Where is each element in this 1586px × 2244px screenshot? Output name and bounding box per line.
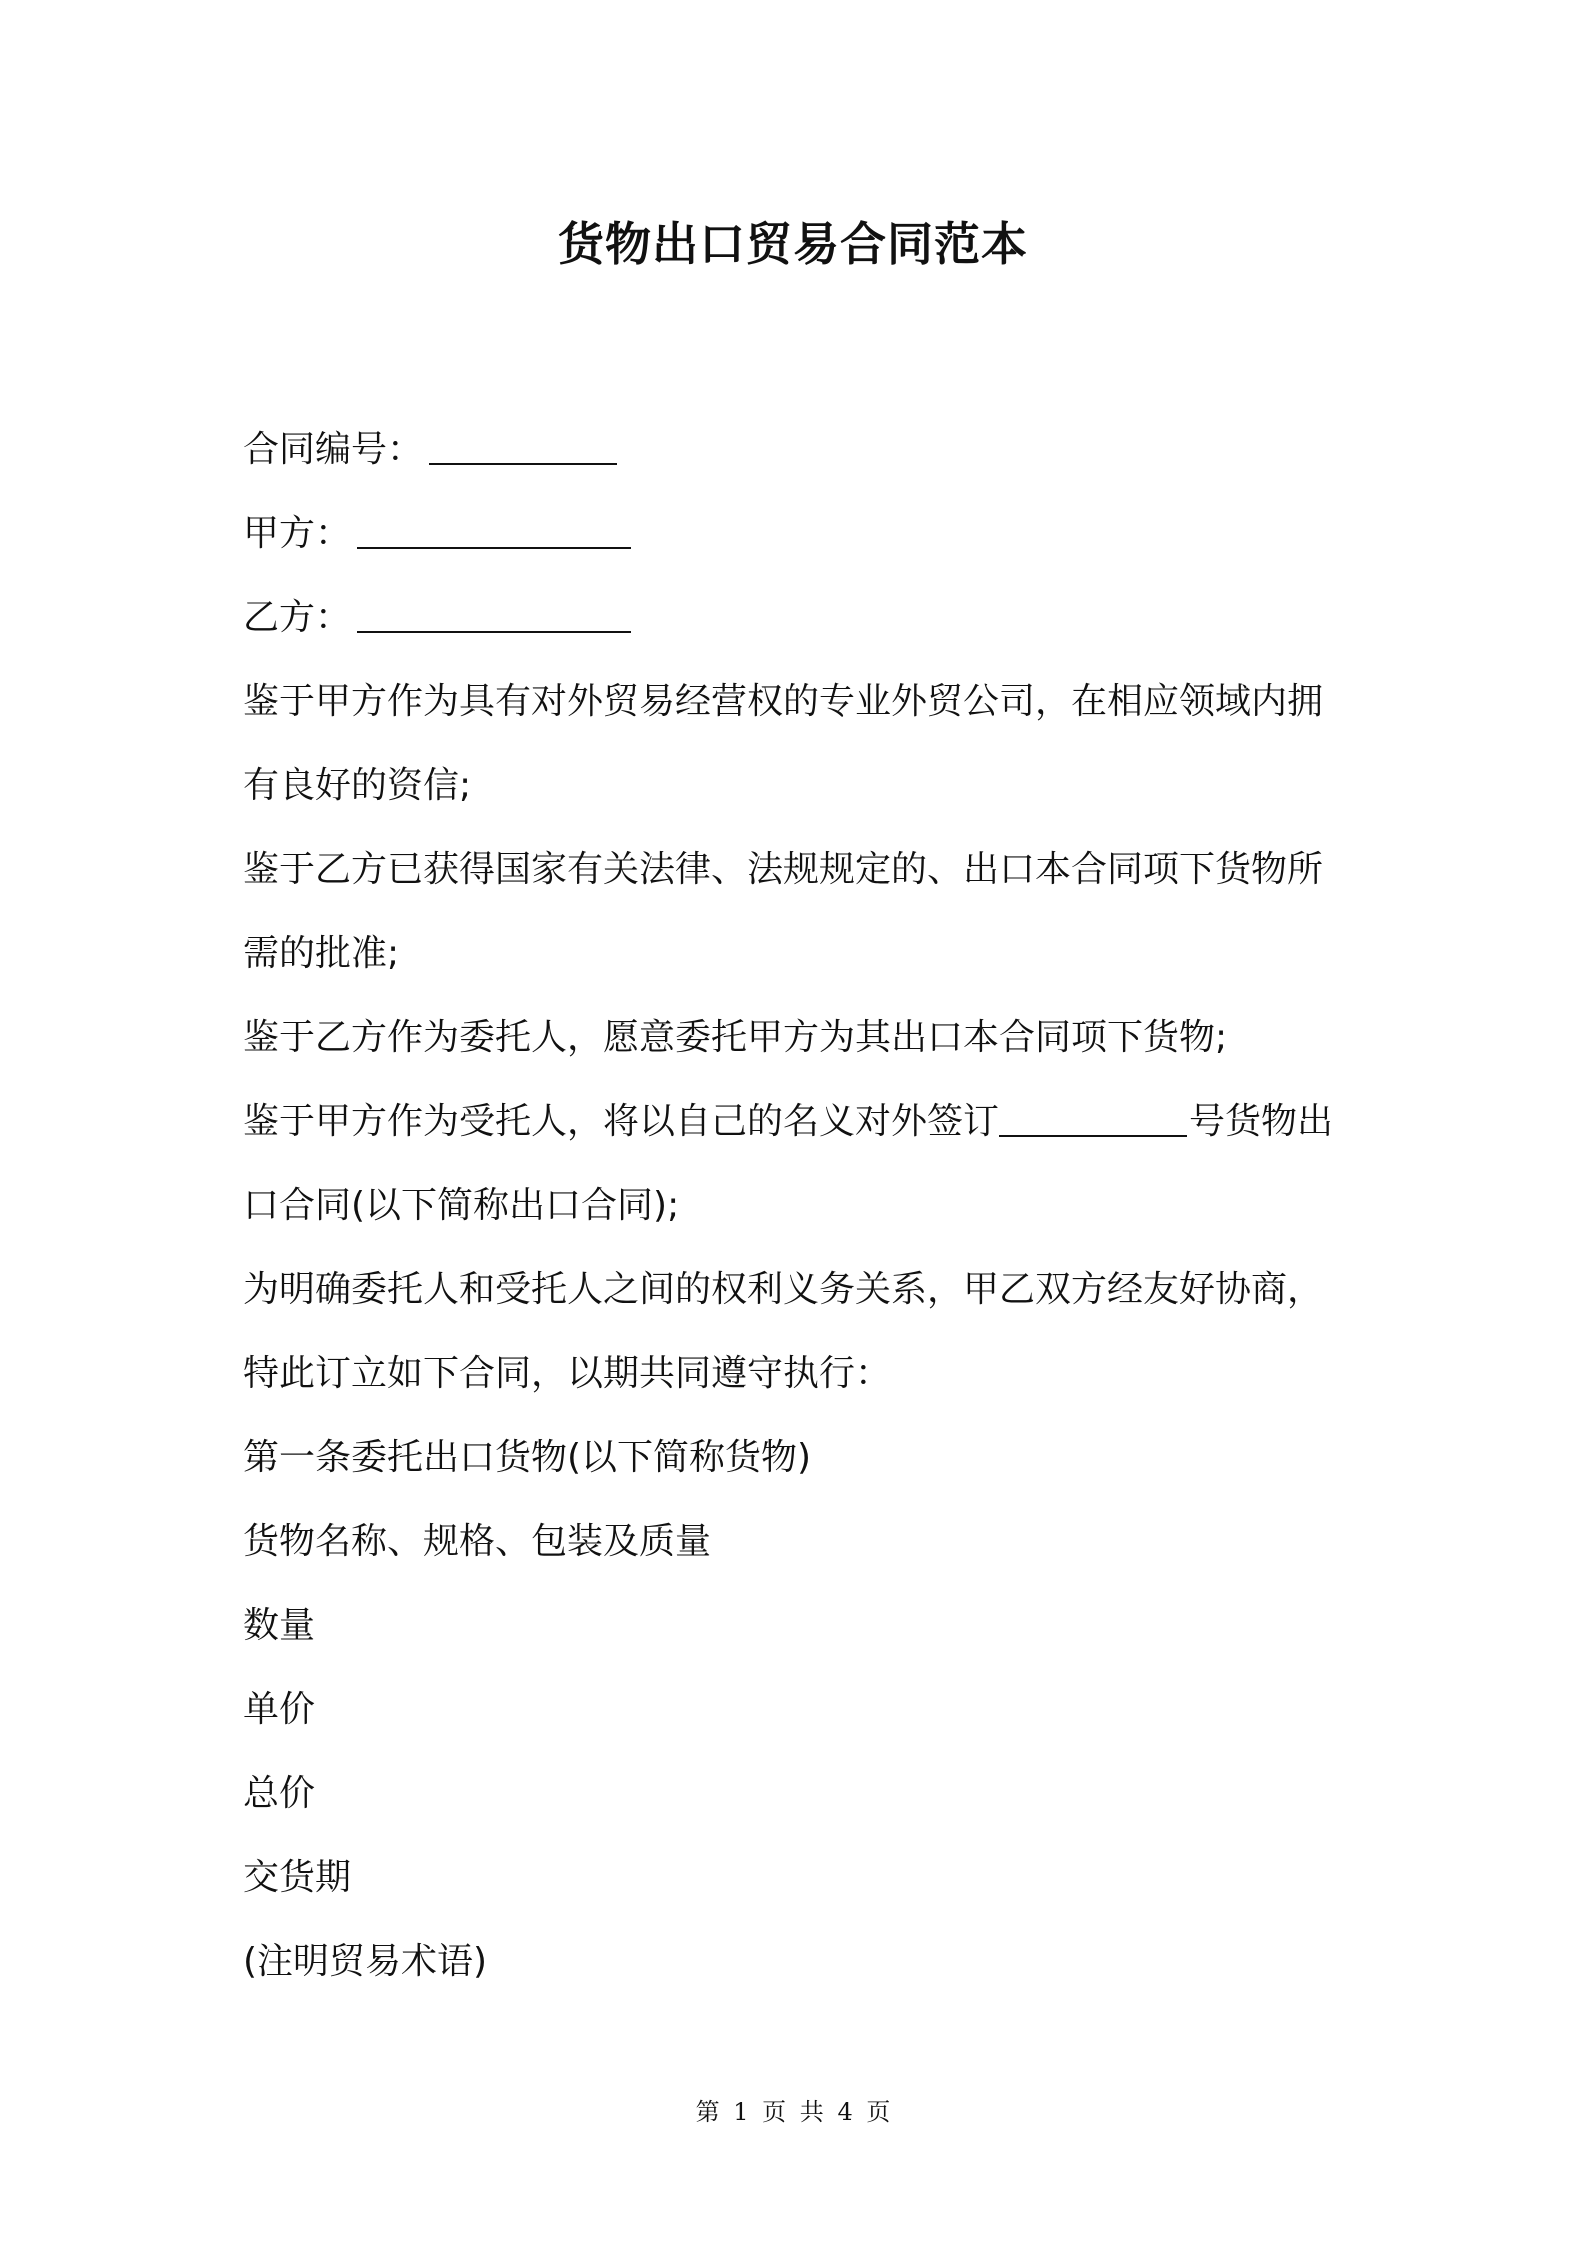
contract-ref-blank: [999, 1099, 1187, 1137]
paragraph-1-line-1: 鉴于甲方作为具有对外贸易经营权的专业外贸公司，在相应领域内拥: [243, 681, 1324, 722]
paragraph-4-line-1: [243, 1080, 1358, 1164]
party-b-line: [243, 576, 1358, 660]
party-a-line: [243, 492, 1358, 576]
paragraph-4-line-2: 口合同(以下简称出口合同);: [243, 1185, 680, 1226]
article-1-item: (注明贸易术语): [243, 1941, 488, 1982]
article-1-item: 货物名称、规格、包装及质量: [243, 1521, 712, 1562]
paragraph-2-line-2: 需的批准;: [243, 933, 400, 974]
party-b-label: 乙方：: [243, 597, 352, 638]
contract-number-label: 合同编号：: [243, 429, 424, 470]
paragraph-1-line-2: 有良好的资信;: [243, 765, 472, 806]
party-a-label: 甲方：: [243, 513, 352, 554]
party-a-blank: [357, 511, 631, 549]
contract-number-line: [243, 408, 1358, 492]
paragraph-4-text-after: 号货物出: [1189, 1101, 1334, 1142]
paragraph-3-line-1: 鉴于乙方作为委托人，愿意委托甲方为其出口本合同项下货物;: [243, 1017, 1228, 1058]
paragraph-5-line-1: 为明确委托人和受托人之间的权利义务关系，甲乙双方经友好协商，: [243, 1269, 1324, 1310]
article-1-item: 总价: [243, 1773, 316, 1814]
article-1-item: 数量: [243, 1605, 316, 1646]
party-b-blank: [357, 595, 631, 633]
page-footer: 第 1 页 共 4 页: [695, 2098, 891, 2126]
document-body: [243, 408, 1358, 2004]
paragraph-4-text-before: 鉴于甲方作为受托人，将以自己的名义对外签订: [243, 1101, 1000, 1142]
contract-number-blank: [429, 427, 617, 465]
article-1-item: 交货期: [243, 1857, 352, 1898]
paragraph-5-line-2: 特此订立如下合同，以期共同遵守执行：: [243, 1353, 892, 1394]
document-title: 货物出口贸易合同范本: [558, 217, 1028, 271]
article-1-heading: 第一条委托出口货物(以下简称货物): [243, 1437, 812, 1478]
paragraph-2-line-1: 鉴于乙方已获得国家有关法律、法规规定的、出口本合同项下货物所: [243, 849, 1324, 890]
article-1-item: 单价: [243, 1689, 316, 1730]
